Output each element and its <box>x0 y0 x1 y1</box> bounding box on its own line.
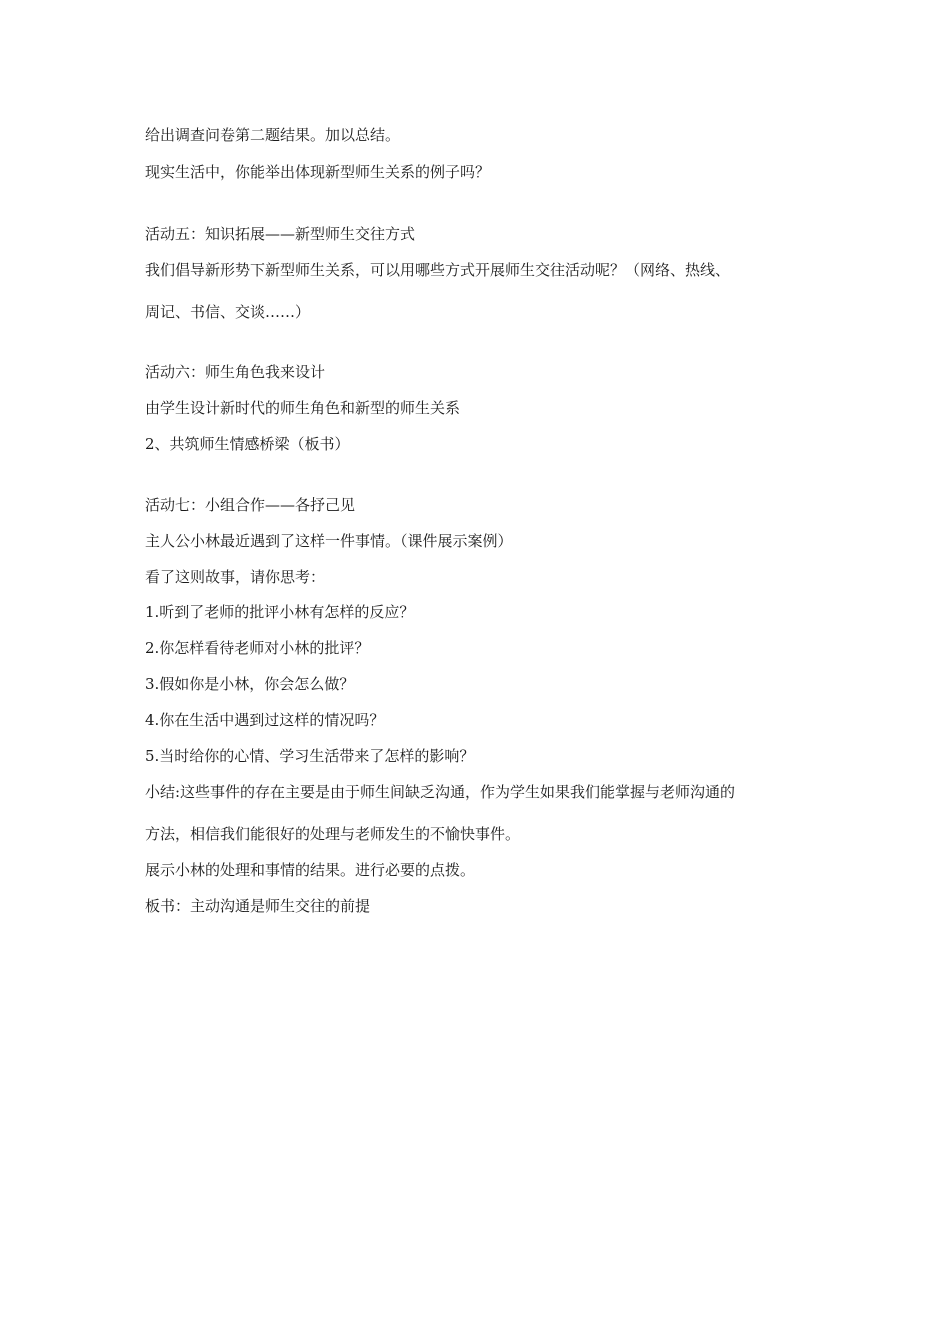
text-line: 展示小林的处理和事情的结果。进行必要的点拨。 <box>145 861 476 879</box>
activity-heading: 活动七：小组合作——各抒己见 <box>145 496 356 514</box>
board-note: 板书：主动沟通是师生交往的前提 <box>145 897 371 915</box>
text-line: 现实生活中，你能举出体现新型师生关系的例子吗？ <box>145 163 491 181</box>
text-line: 主人公小林最近遇到了这样一件事情。（课件展示案例） <box>145 532 513 550</box>
question-item: 2.你怎样看待老师对小林的批评？ <box>145 639 370 657</box>
section-heading: 2、共筑师生情感桥梁（板书） <box>145 435 350 453</box>
activity-heading: 活动五：知识拓展——新型师生交往方式 <box>145 225 416 243</box>
summary-text: 小结:这些事件的存在主要是由于师生间缺乏沟通，作为学生如果我们能掌握与老师沟通的 <box>145 783 736 801</box>
text-line: 我们倡导新形势下新型师生关系，可以用哪些方式开展师生交往活动呢？（网络、热线、 <box>145 261 731 279</box>
text-line: 看了这则故事，请你思考： <box>145 568 326 586</box>
question-item: 5.当时给你的心情、学习生活带来了怎样的影响？ <box>145 747 475 765</box>
text-line: 周记、书信、交谈……） <box>145 303 311 321</box>
question-item: 3.假如你是小林，你会怎么做？ <box>145 675 355 693</box>
text-line: 给出调查问卷第二题结果。加以总结。 <box>145 126 401 144</box>
question-item: 1.听到了老师的批评小林有怎样的反应？ <box>145 603 415 621</box>
activity-heading: 活动六：师生角色我来设计 <box>145 363 326 381</box>
question-item: 4.你在生活中遇到过这样的情况吗？ <box>145 711 385 729</box>
text-line: 由学生设计新时代的师生角色和新型的师生关系 <box>145 399 461 417</box>
summary-text: 方法，相信我们能很好的处理与老师发生的不愉快事件。 <box>145 825 521 843</box>
